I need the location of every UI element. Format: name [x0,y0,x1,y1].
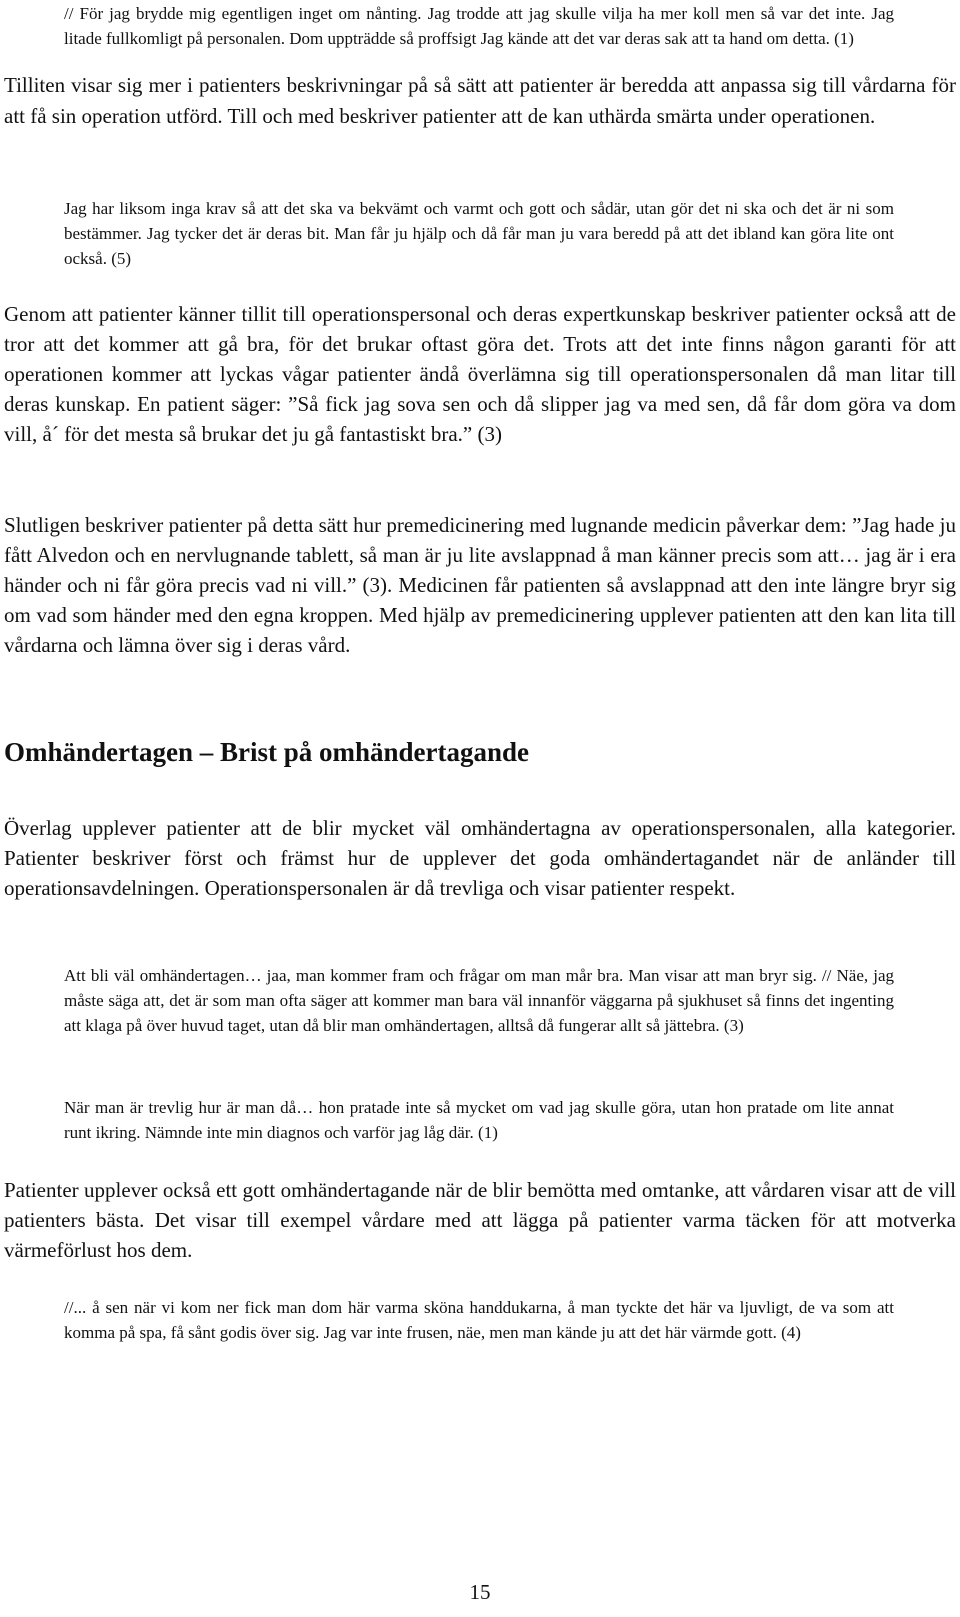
paragraph-expertise: Genom att patienter känner tillit till operationspersonal och deras expertkunskap beskriver patienter också att de tror att det kommer att gå bra, för det brukar oftast göra det. Trots att det inte finns någon garanti för att operationen kommer att lyckas vågar patienter ändå överlämna sig till operationspersonalen då man litar till deras kunskap. En patient säger: ”Så fick jag sova sen och då slipper jag va med sen, då får dom göra va dom vill, å´ för det mesta så brukar det ju gå fantastiskt bra.” (3) [4,302,956,446]
paragraph-overall-care: Överlag upplever patienter att de blir mycket väl omhändertagna av operationspersonalen, alla kategorier. Patienter beskriver först och främst hur de upplever det goda omhändertagandet när de anländer till operationsavdelningen. Operationspersonalen är då trevliga och visar patienter respekt. [4,816,956,900]
page-number: 15 [469,1580,491,1604]
quote-block-no-demands: Jag har liksom inga krav så att det ska va bekvämt och varmt och gott och sådär, utan gör det ni ska och det är ni som bestämmer. Jag tycker det är deras bit. Man får ju hjälp och då får man ju vara beredd på att det ibland kan göra lite ont också. (5) [64,199,894,268]
paragraph-premedication: Slutligen beskriver patienter på detta sätt hur premedicinering med lugnande medicin påverkar dem: ”Jag hade ju fått Alvedon och en nervlugnande tablett, så man är ju lite avslappnad å man känner precis som att… jag är i era händer och ni får göra precis vad ni vill.” (3). Medicinen får patienten så avslappnad att den inte längre bryr sig om vad som händer med den egna kroppen. Med hjälp av premedicinering upplever patienten att den kan lita till vårdarna och lämna över sig i deras vård. [4,513,956,657]
quote-block-top: // För jag brydde mig egentligen inget om nånting. Jag trodde att jag skulle vilja ha mer koll men så var det inte. Jag litade fullkomligt på personalen. Dom uppträdde så proffsigt Jag kände att det var deras sak att ta hand om detta. (1) [64,4,894,48]
section-heading: Omhändertagen – Brist på omhändertagande [4,737,530,767]
paragraph-trust: Tilliten visar sig mer i patienters beskrivningar på så sätt att patienter är beredda att anpassa sig till vårdarna för att få sin operation utförd. Till och med beskriver patienter att de kan uthärda smärta under operationen. [4,73,956,128]
paragraph-consideration: Patienter upplever också ett gott omhändertagande när de blir bemötta med omtanke, att vårdaren visar att de vill patienters bästa. Det visar till exempel vårdare med att lägga på patienter varma täcken för att motverka värmeförlust hos dem. [4,1178,956,1262]
quote-block-well-cared: Att bli väl omhändertagen… jaa, man kommer fram och frågar om man mår bra. Man visar att man bryr sig. // Näe, jag måste säga att, det är som man ofta säger att kommer man bara väl innanför väggarna på sjukhuset så finns det ingenting att klaga på över huvud taget, utan då blir man omhändertagen, alltså då fungerar allt så jättebra. (3) [64,966,894,1035]
quote-block-warm-towels: //... å sen när vi kom ner fick man dom här varma sköna handdukarna, å man tyckte det här va ljuvligt, de va som att komma på spa, få sånt godis över sig. Jag var inte frusen, näe, men man kände ju att det här värmde gott. (4) [64,1298,894,1342]
quote-block-friendly: När man är trevlig hur är man då… hon pratade inte så mycket om vad jag skulle göra, utan hon pratade om lite annat runt ikring. Nämnde inte min diagnos och varför jag låg där. (1) [64,1098,894,1142]
